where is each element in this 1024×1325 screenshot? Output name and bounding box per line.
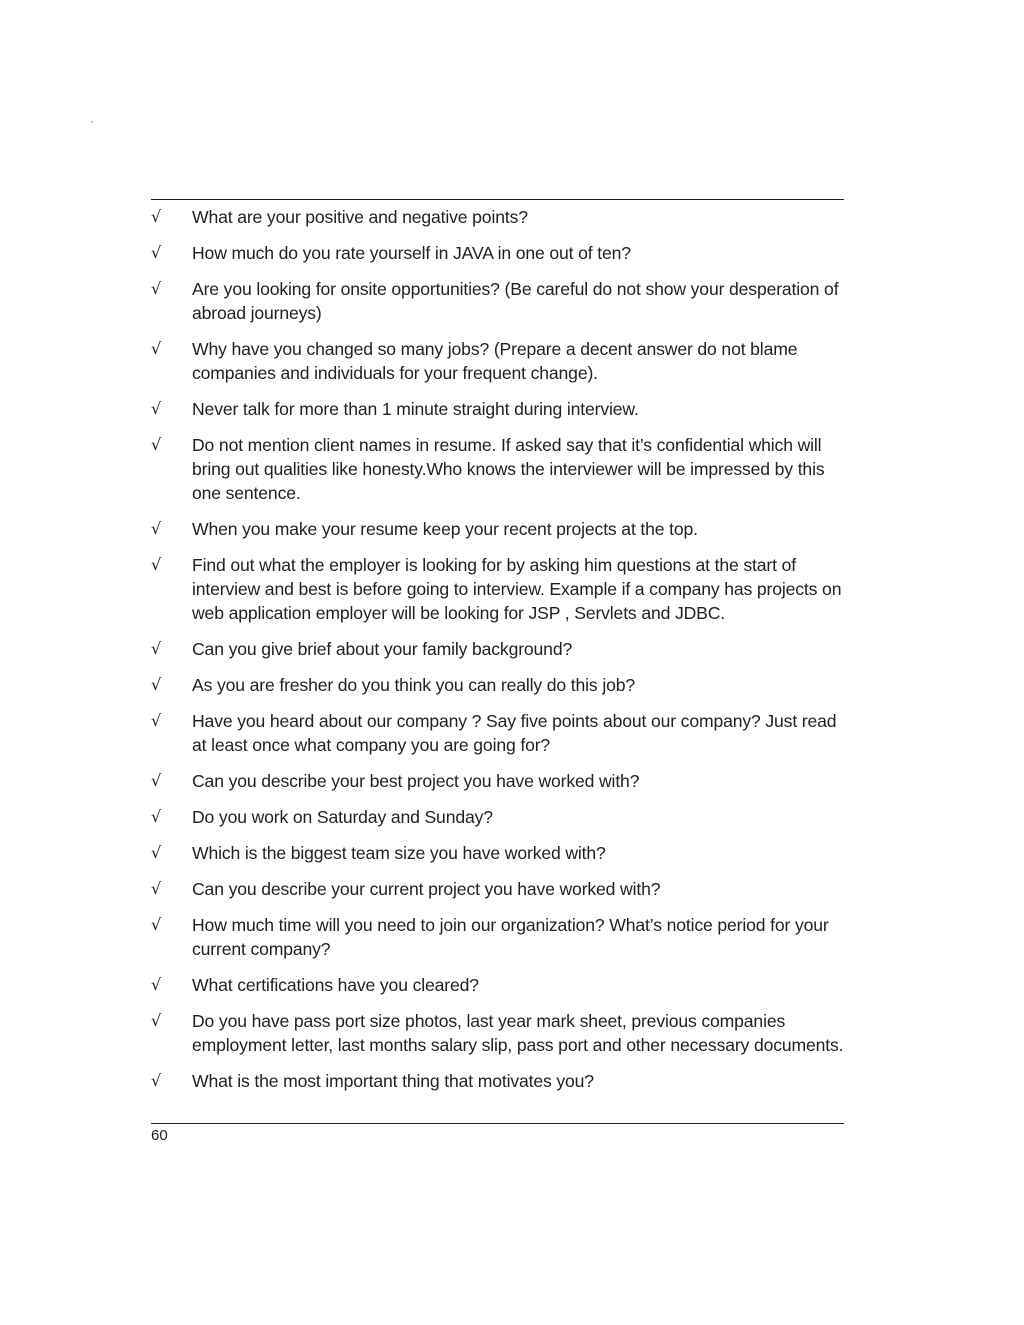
list-item	[151, 1069, 851, 1093]
list-item-text: Do you work on Saturday and Sunday?	[192, 807, 493, 827]
list-item-text: Are you looking for onsite opportunities? (Be careful do not show your desperation of abroad journeys)	[192, 279, 839, 323]
list-item-text: Can you describe your current project you have worked with?	[192, 879, 661, 899]
list-item-text: How much time will you need to join our organization? What’s notice period for your current company?	[192, 915, 829, 959]
page-number: 60	[151, 1127, 168, 1144]
check-icon: √	[151, 975, 162, 994]
list-item	[151, 1009, 851, 1057]
list-item-text: Which is the biggest team size you have worked with?	[192, 843, 606, 863]
list-item-text: How much do you rate yourself in JAVA in one out of ten?	[192, 243, 631, 263]
list-item	[151, 337, 851, 385]
list-item-text: Why have you changed so many jobs? (Prepare a decent answer do not blame companies and individuals for your frequent change).	[192, 339, 798, 383]
check-icon: √	[151, 915, 162, 934]
check-icon: √	[151, 807, 162, 826]
bottom-rule	[151, 1123, 844, 1124]
list-item	[151, 553, 851, 625]
list-item	[151, 637, 851, 661]
list-item	[151, 433, 851, 505]
list-item-text: What are your positive and negative points?	[192, 207, 528, 227]
check-icon: √	[151, 1071, 162, 1090]
list-item-text: Do you have pass port size photos, last year mark sheet, previous companies employment letter, last months salary slip, pass port and other necessary documents.	[192, 1011, 844, 1055]
check-icon: √	[151, 639, 162, 658]
check-icon: √	[151, 1011, 162, 1030]
list-item-text: What is the most important thing that motivates you?	[192, 1071, 594, 1091]
list-item	[151, 805, 851, 829]
corner-dot	[91, 121, 93, 123]
check-icon: √	[151, 339, 162, 358]
check-icon: √	[151, 675, 162, 694]
top-rule	[151, 199, 844, 200]
list-item	[151, 517, 851, 541]
list-item	[151, 397, 851, 421]
list-item	[151, 973, 851, 997]
list-item	[151, 277, 851, 325]
list-item-text: Can you describe your best project you have worked with?	[192, 771, 640, 791]
check-icon: √	[151, 879, 162, 898]
list-item	[151, 877, 851, 901]
list-item	[151, 709, 851, 757]
list-item	[151, 241, 851, 265]
list-item	[151, 673, 851, 697]
list-item-text: Can you give brief about your family background?	[192, 639, 573, 659]
list-item-text: Never talk for more than 1 minute straight during interview.	[192, 399, 639, 419]
list-item	[151, 769, 851, 793]
check-icon: √	[151, 711, 162, 730]
check-icon: √	[151, 243, 162, 262]
list-item-text: Find out what the employer is looking for by asking him questions at the start of interview and best is before going to interview. Example if a company has projects on web application employer will be looking for JSP , Servlets and JDBC.	[192, 555, 842, 623]
check-icon: √	[151, 207, 162, 226]
check-icon: √	[151, 279, 162, 298]
list-item	[151, 841, 851, 865]
check-icon: √	[151, 519, 162, 538]
list-item-text: What certifications have you cleared?	[192, 975, 479, 995]
check-icon: √	[151, 843, 162, 862]
list-item	[151, 205, 851, 229]
list-item-text: Have you heard about our company ? Say five points about our company? Just read at least once what company you are going for?	[192, 711, 837, 755]
list-item-text: Do not mention client names in resume. If asked say that it’s confidential which will bring out qualities like honesty.Who knows the interviewer will be impressed by this one sentence.	[192, 435, 825, 503]
list-item-text: When you make your resume keep your recent projects at the top.	[192, 519, 698, 539]
check-icon: √	[151, 771, 162, 790]
list-item	[151, 913, 851, 961]
check-icon: √	[151, 555, 162, 574]
check-icon: √	[151, 435, 162, 454]
list-item-text: As you are fresher do you think you can really do this job?	[192, 675, 635, 695]
question-list	[151, 205, 851, 1105]
check-icon: √	[151, 399, 162, 418]
